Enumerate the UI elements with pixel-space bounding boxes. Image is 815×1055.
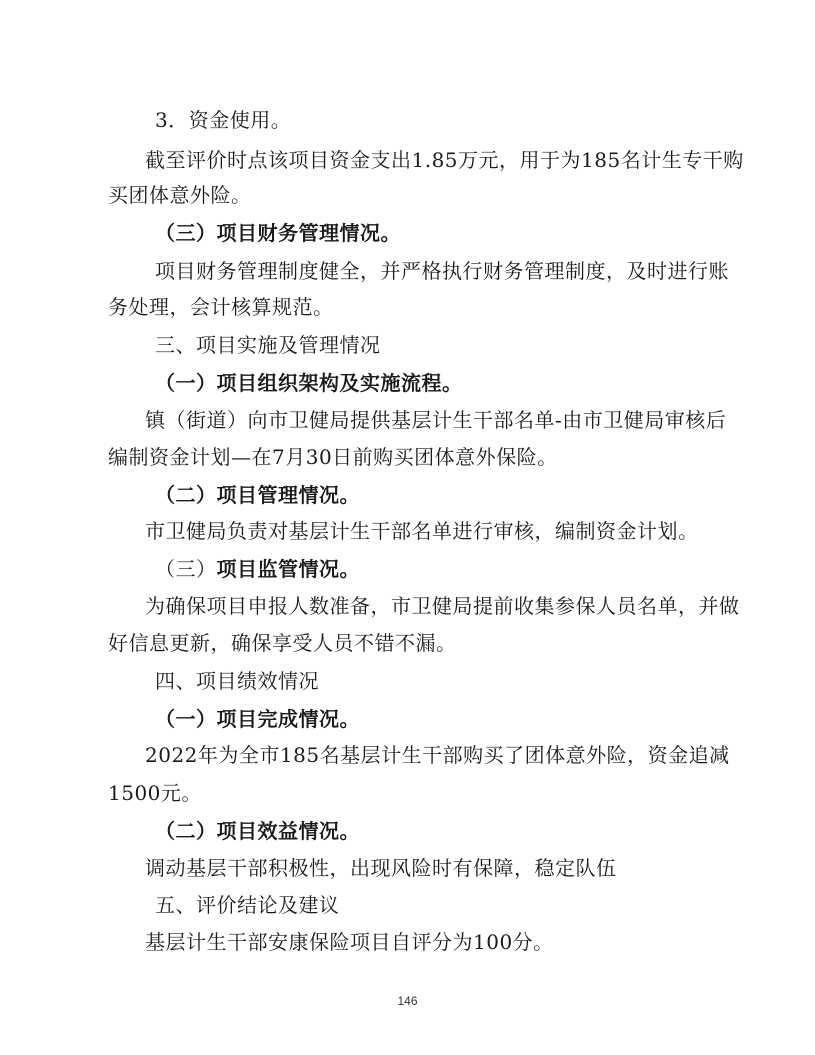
paragraph-line: 务处理，会计核算规范。 (108, 295, 334, 319)
paragraph-line: 为确保项目申报人数准备，市卫健局提前收集参保人员名单，并做 (145, 594, 740, 618)
paragraph-line: 1500元。 (108, 781, 202, 805)
paragraph-line: 截至评价时点该项目资金支出1.85万元，用于为185名计生专干购 (145, 148, 744, 172)
paragraph-line: 编制资金计划—在7月30日前购买团体意外保险。 (108, 445, 558, 469)
subheading-completion: （一）项目完成情况。 (155, 707, 360, 731)
subheading-title: 项目监管情况。 (216, 557, 360, 581)
paragraph-line: 调动基层干部积极性，出现风险时有保障，稳定队伍 (145, 856, 617, 880)
subheading-number: （三） (155, 557, 217, 581)
paragraph-line: 买团体意外险。 (108, 183, 252, 207)
paragraph-line: 2022年为全市185名基层计生干部购买了团体意外险，资金追减 (145, 743, 730, 767)
section-item-funds-usage: 3．资金使用。 (155, 108, 292, 132)
section-heading-implementation: 三、项目实施及管理情况 (155, 333, 381, 357)
section-heading-conclusion: 五、评价结论及建议 (155, 893, 340, 917)
paragraph-line: 好信息更新，确保享受人员不错不漏。 (108, 631, 457, 655)
subheading-project-management: （二）项目管理情况。 (155, 483, 360, 507)
paragraph-line: 镇（街道）向市卫健局提供基层计生干部名单-由市卫健局审核后 (145, 408, 727, 432)
subheading-supervision (155, 556, 360, 582)
paragraph-line: 市卫健局负责对基层计生干部名单进行审核，编制资金计划。 (145, 519, 699, 543)
subheading-organization: （一）项目组织架构及实施流程。 (155, 371, 463, 395)
paragraph-line: 项目财务管理制度健全，并严格执行财务管理制度，及时进行账 (155, 259, 729, 283)
section-heading-performance: 四、项目绩效情况 (155, 669, 319, 693)
subheading-benefits: （二）项目效益情况。 (155, 819, 360, 843)
page-number: 146 (397, 994, 418, 1008)
subheading-financial-management: （三）项目财务管理情况。 (155, 221, 401, 245)
paragraph-line: 基层计生干部安康保险项目自评分为100分。 (145, 930, 554, 954)
